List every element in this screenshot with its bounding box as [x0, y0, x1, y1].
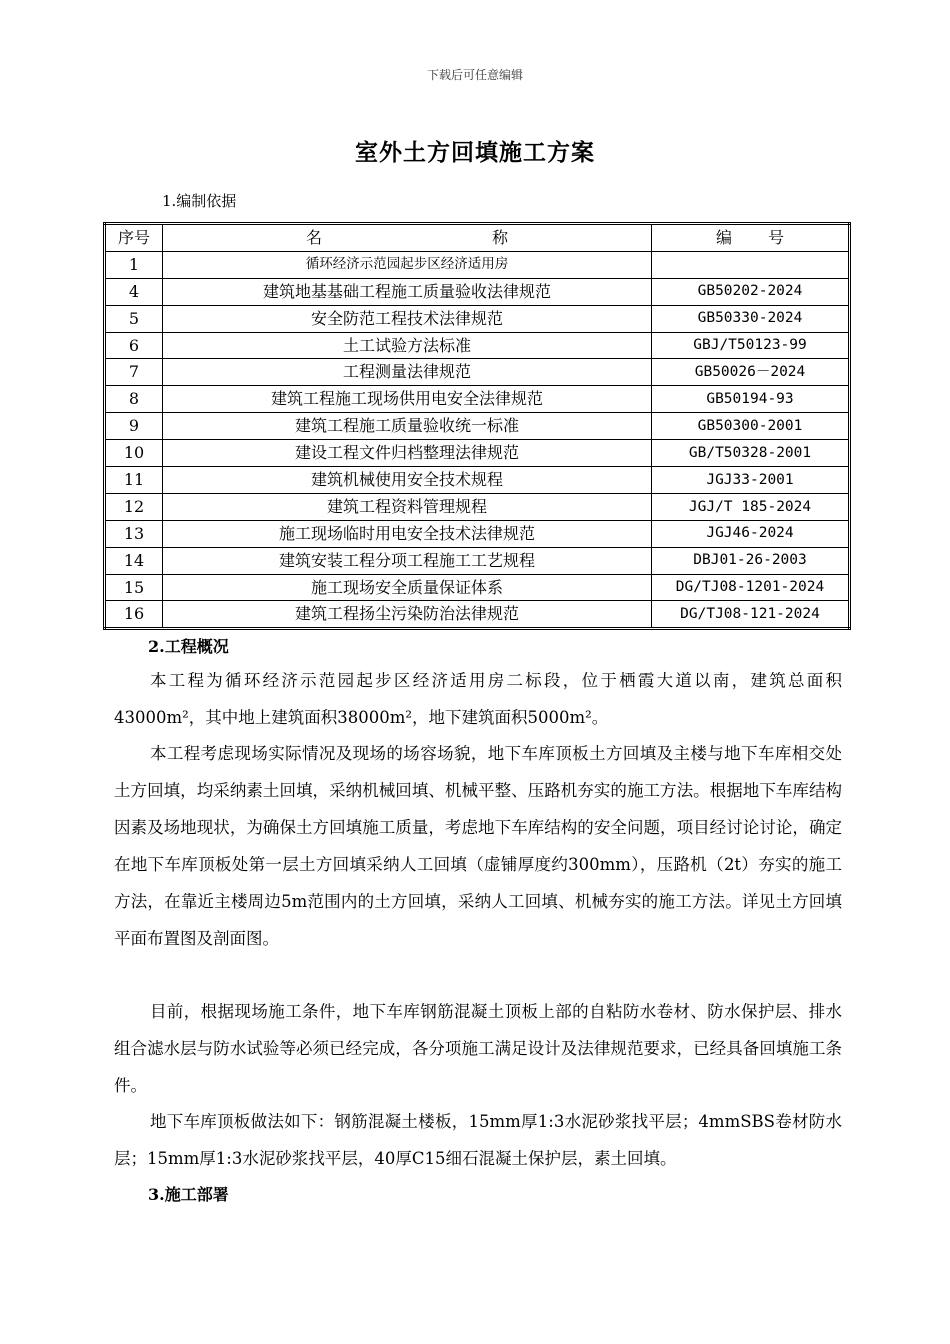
table-row: [105, 305, 850, 332]
table-row: [105, 413, 850, 440]
row-name: 建筑工程施工现场供用电安全法律规范: [163, 386, 652, 413]
row-code: JGJ33-2001: [652, 467, 850, 494]
table-row: [105, 493, 850, 520]
row-name: 建筑工程扬尘污染防治法律规范: [163, 601, 652, 629]
row-name: 土工试验方法标准: [163, 332, 652, 359]
row-code: [652, 251, 850, 278]
paragraph-1: 本工程为循环经济示范园起步区经济适用房二标段，位于栖霞大道以南，建筑总面积43000m²，其中地上建筑面积38000m²，地下建筑面积5000m²。: [114, 671, 842, 727]
table-row: [105, 574, 850, 601]
row-no: 15: [105, 574, 163, 601]
row-no: 16: [105, 601, 163, 629]
row-name: 循环经济示范园起步区经济适用房: [163, 251, 652, 278]
row-no: 6: [105, 332, 163, 359]
row-code: GB50330-2024: [652, 305, 850, 332]
row-name: 建筑工程施工质量验收统一标准: [163, 413, 652, 440]
header-code: [652, 224, 850, 252]
paragraph-2: 本工程考虑现场实际情况及现场的场容场貌，地下车库顶板土方回填及主楼与地下车库相交处土方回填，均采纳素土回填，采纳机械回填、机械平整、压路机夯实的施工方法。根据地下车库结构因素及场地现状，为确保土方回填施工质量，考虑地下车库结构的安全问题，项目经讨论讨论，确定在地下车库顶板处第一层土方回填采纳人工回填（虚铺厚度约300mm），压路机（2t）夯实的施工方法，在靠近主楼周边5m范围内的土方回填，采纳人工回填、机械夯实的施工方法。详见土方回填平面布置图及剖面图。: [114, 744, 842, 948]
row-code: GB50194-93: [652, 386, 850, 413]
reference-standards-table: [103, 222, 851, 630]
row-no: 14: [105, 547, 163, 574]
row-code: DG/TJ08-1201-2024: [652, 574, 850, 601]
table-header-row: [105, 224, 850, 252]
table-row: [105, 278, 850, 305]
header-name: [163, 224, 652, 252]
document-title: 室外土方回填施工方案: [355, 139, 595, 166]
row-name: 施工现场临时用电安全技术法律规范: [163, 520, 652, 547]
section-heading-deployment: 3.施工部署: [148, 1185, 229, 1204]
row-code: DBJ01-26-2003: [652, 547, 850, 574]
table-row: [105, 440, 850, 467]
row-code: JGJ/T 185-2024: [652, 493, 850, 520]
row-no: 11: [105, 467, 163, 494]
section-heading-overview: 2.工程概况: [148, 637, 229, 656]
table-row: [105, 601, 850, 629]
row-code: DG/TJ08-121-2024: [652, 601, 850, 629]
row-code: GB50026－2024: [652, 359, 850, 386]
table-row: [105, 359, 850, 386]
row-code: JGJ46-2024: [652, 520, 850, 547]
header-code-part1: 编: [715, 227, 732, 247]
section-heading-basis: 1.编制依据: [162, 192, 237, 210]
header-note: 下载后可任意编辑: [426, 68, 523, 82]
table-row: [105, 332, 850, 359]
row-code: GBJ/T50123-99: [652, 332, 850, 359]
row-name: 安全防范工程技术法律规范: [163, 305, 652, 332]
row-name: 建筑工程资料管理规程: [163, 493, 652, 520]
header-no: 序号: [105, 224, 163, 252]
table-row: [105, 386, 850, 413]
row-name: 建筑地基基础工程施工质量验收法律规范: [163, 278, 652, 305]
row-name: 工程测量法律规范: [163, 359, 652, 386]
row-code: GB50300-2001: [652, 413, 850, 440]
row-no: 8: [105, 386, 163, 413]
table-row: [105, 467, 850, 494]
row-name: 建筑机械使用安全技术规程: [163, 467, 652, 494]
paragraph-4: 地下车库顶板做法如下：钢筋混凝土楼板，15mm厚1:3水泥砂浆找平层；4mmSBS卷材防水层；15mm厚1:3水泥砂浆找平层，40厚C15细石混凝土保护层，素土回填。: [114, 1112, 842, 1168]
row-no: 1: [105, 251, 163, 278]
row-no: 13: [105, 520, 163, 547]
row-name: 建筑安装工程分项工程施工工艺规程: [163, 547, 652, 574]
row-no: 4: [105, 278, 163, 305]
table-row: [105, 547, 850, 574]
row-no: 9: [105, 413, 163, 440]
row-no: 7: [105, 359, 163, 386]
row-name: 建设工程文件归档整理法律规范: [163, 440, 652, 467]
header-code-part2: 号: [768, 227, 785, 247]
row-no: 5: [105, 305, 163, 332]
header-name-part2: 称: [492, 227, 509, 247]
row-no: 10: [105, 440, 163, 467]
row-name: 施工现场安全质量保证体系: [163, 574, 652, 601]
row-no: 12: [105, 493, 163, 520]
row-code: GB/T50328-2001: [652, 440, 850, 467]
row-code: GB50202-2024: [652, 278, 850, 305]
table-row: [105, 251, 850, 278]
table-row: [105, 520, 850, 547]
header-name-part1: 名: [305, 227, 322, 247]
paragraph-3: 目前，根据现场施工条件，地下车库钢筋混凝土顶板上部的自粘防水卷材、防水保护层、排水组合滤水层与防水试验等必须已经完成，各分项施工满足设计及法律规范要求，已经具备回填施工条件。: [114, 1002, 842, 1095]
